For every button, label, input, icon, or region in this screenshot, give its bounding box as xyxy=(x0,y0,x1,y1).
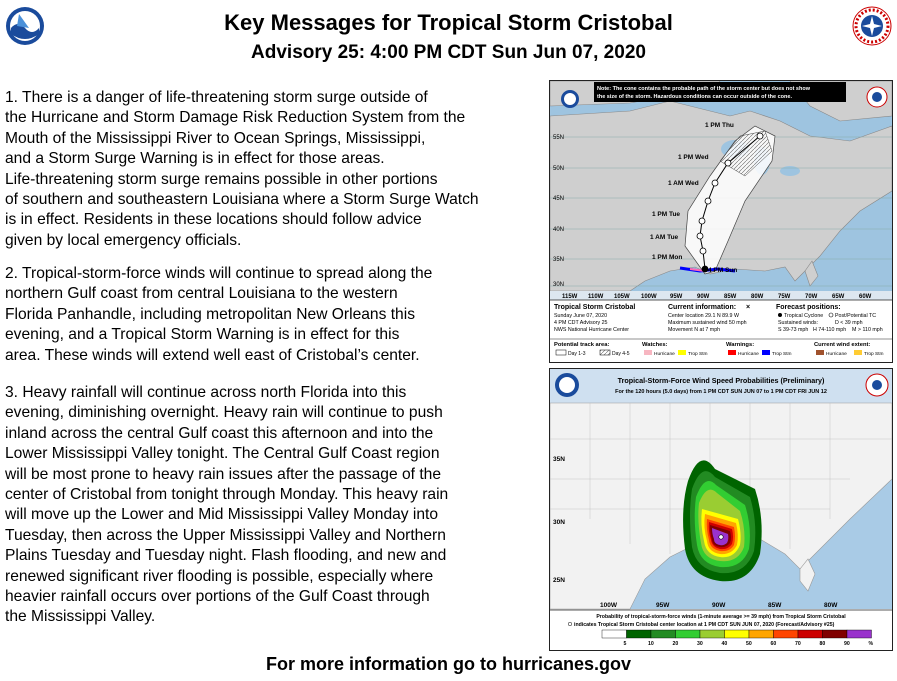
scale-swatch xyxy=(749,630,774,638)
lon-label: 90W xyxy=(697,294,710,300)
scale-swatch xyxy=(651,630,676,638)
lat-label: 55N xyxy=(553,135,565,141)
scale-label: % xyxy=(868,641,874,647)
lat-label: 30N xyxy=(553,519,565,526)
scale-label: 10 xyxy=(648,641,654,647)
scale-swatch xyxy=(676,630,701,638)
lon-label: 70W xyxy=(805,294,818,300)
lat-label: 45N xyxy=(553,196,565,202)
scale-label: 70 xyxy=(795,641,801,647)
message-line: evening, diminishing overnight. Heavy rain will continue to push xyxy=(5,404,443,422)
watch-hurricane-label: Hurricane xyxy=(654,352,675,357)
cone-note-line-1: Note: The cone contains the probable path of the storm center but does not show xyxy=(597,86,810,92)
svg-text:×: × xyxy=(746,304,751,311)
advisory-subtitle: Advisory 25: 4:00 PM CDT Sun Jun 07, 2020 xyxy=(251,42,646,63)
track-label: 4 PM Sun xyxy=(708,267,738,274)
forecast-legend-item: Sustained winds: xyxy=(778,320,819,326)
message-line: Plains Tuesday and Tuesday night. Flash flooding, and new and xyxy=(5,547,447,565)
lon-label: 100W xyxy=(641,294,657,300)
forecast-legend-item: H 74-110 mph xyxy=(813,327,847,333)
lon-label: 115W xyxy=(562,294,578,300)
key-message-2 xyxy=(5,264,535,366)
message-line: Tuesday, then across the Upper Mississippi Valley and Northern xyxy=(5,526,446,544)
current-info-line: Movement N at 7 mph xyxy=(668,327,721,333)
key-message-3 xyxy=(5,383,535,628)
scale-swatch xyxy=(774,630,799,638)
scale-label: 20 xyxy=(672,641,679,647)
lat-label: 25N xyxy=(553,577,565,584)
message-line: will move up the Lower and Mid Mississippi Valley Monday into xyxy=(5,506,439,524)
scale-label: 80 xyxy=(819,641,826,647)
wind-map-subtitle: For the 120 hours (5.0 days) from 1 PM CDT SUN JUN 07 to 1 PM CDT FRI JUN 12 xyxy=(615,389,827,395)
message-line: Florida Panhandle, including metropolitan New Orleans this xyxy=(5,305,415,323)
scale-label: 50 xyxy=(746,641,752,647)
scale-swatch xyxy=(847,630,872,638)
watch-ts-label: Trop Stm xyxy=(688,352,708,357)
warning-hurricane-label: Hurricane xyxy=(738,352,759,357)
cone-note-line-2: the size of the storm. Hazardous conditions can occur outside of the cone. xyxy=(597,94,792,100)
message-line: center of Cristobal from tonight through Monday. This heavy rain xyxy=(5,486,449,504)
cone-forecast-map xyxy=(549,80,893,363)
warning-ts-label: Trop Stm xyxy=(772,352,792,357)
lon-label: 100W xyxy=(600,602,617,609)
message-line: 1. There is a danger of life-threatening storm surge outside of xyxy=(5,89,428,106)
lon-label: 85W xyxy=(724,294,737,300)
track-label: 1 PM Wed xyxy=(678,154,709,161)
forecast-legend-item: D < 39 mph xyxy=(835,320,863,326)
info-center: NWS National Hurricane Center xyxy=(554,327,630,333)
message-line: evening, and a Tropical Storm Warning is in effect for this xyxy=(5,326,400,344)
message-line: northern Gulf coast from central Louisiana to the western xyxy=(5,285,398,303)
lat-label: 30N xyxy=(553,282,565,288)
scale-swatch xyxy=(823,630,848,638)
track-label: 1 PM Mon xyxy=(652,254,683,261)
wind-map-caption-2: indicates Tropical Storm Cristobal center location at 1 PM CDT SUN JUN 07, 2020 (Forecast/Advisory #25) xyxy=(574,622,835,628)
day13-label: Day 1-3 xyxy=(568,351,586,357)
message-line: Lower Mississippi Valley tonight. The Central Gulf Coast region xyxy=(5,445,440,463)
lon-label: 110W xyxy=(588,294,604,300)
message-line: inland across the central Gulf coast this afternoon and into the xyxy=(5,424,434,442)
scale-label: 40 xyxy=(721,641,728,647)
lat-label: 35N xyxy=(553,257,565,263)
scale-label: 5 xyxy=(623,641,627,647)
lat-label: 40N xyxy=(553,227,565,233)
lon-label: 90W xyxy=(712,602,726,609)
track-label: 1 PM Tue xyxy=(652,211,681,218)
forecast-legend-item: S 39-73 mph xyxy=(778,327,809,333)
scale-label: 90 xyxy=(844,641,850,647)
lon-label: 85W xyxy=(768,602,782,609)
lat-label: 50N xyxy=(553,166,565,172)
wind-extent-label: Current wind extent: xyxy=(814,342,871,348)
footer-link-text: For more information go to hurricanes.gov xyxy=(265,654,632,674)
extent-ts-label: Trop Stm xyxy=(864,352,884,357)
info-advisory: 4 PM CDT Advisory 25 xyxy=(554,320,608,326)
lon-label: 80W xyxy=(824,602,838,609)
scale-swatch xyxy=(627,630,652,638)
extent-hurricane-label: Hurricane xyxy=(826,352,847,357)
current-info-line: Center location 29.1 N 89.9 W xyxy=(668,313,739,319)
track-area-label: Potential track area: xyxy=(554,342,610,348)
track-label: 1 AM Tue xyxy=(650,234,679,241)
info-date: Sunday June 07, 2020 xyxy=(554,313,608,319)
forecast-positions-title: Forecast positions: xyxy=(776,304,841,311)
wind-probability-map xyxy=(549,368,893,651)
info-storm-name: Tropical Storm Cristobal xyxy=(554,304,636,311)
message-line: the Hurricane and Storm Damage Risk Reduction System from the xyxy=(5,109,466,127)
scale-label: 30 xyxy=(697,641,703,647)
message-line: 3. Heavy rainfall will continue across north Florida into this xyxy=(5,384,407,401)
scale-swatch xyxy=(602,630,627,638)
wind-map-title: Tropical-Storm-Force Wind Speed Probabilities (Preliminary) xyxy=(617,376,825,385)
lon-label: 105W xyxy=(614,294,630,300)
lon-label: 95W xyxy=(670,294,683,300)
current-info-line: Maximum sustained wind 50 mph xyxy=(668,320,747,326)
key-message-1 xyxy=(5,88,535,251)
lon-label: 95W xyxy=(656,602,670,609)
message-line: renewed significant river flooding is possible, especially where xyxy=(5,567,434,585)
message-line: Mouth of the Mississippi River to Ocean Springs, Mississippi, xyxy=(5,129,426,147)
lat-label: 35N xyxy=(553,456,565,463)
message-line: heavier rainfall occurs over portions of the Gulf Coast through xyxy=(5,588,430,606)
current-info-title: Current information: xyxy=(668,304,737,311)
track-label: 1 AM Wed xyxy=(668,180,699,187)
track-label: 1 PM Thu xyxy=(705,122,734,129)
message-line: is in effect. Residents in these locations should follow advice xyxy=(5,211,422,229)
forecast-legend-item: M > 110 mph xyxy=(852,327,883,333)
message-line: given by local emergency officials. xyxy=(5,231,242,249)
message-line: and a Storm Surge Warning is in effect for those areas. xyxy=(5,150,385,168)
lon-label: 80W xyxy=(751,294,764,300)
scale-label: 60 xyxy=(770,641,777,647)
day45-label: Day 4-5 xyxy=(612,351,630,357)
scale-swatch xyxy=(725,630,750,638)
forecast-legend-item: Post/Potential TC xyxy=(835,313,877,319)
watches-label: Watches: xyxy=(642,342,668,348)
lon-label: 65W xyxy=(832,294,845,300)
message-line: Life-threatening storm surge remains possible in other portions xyxy=(5,170,438,188)
message-line: of southern and southeastern Louisiana where a Storm Surge Watch xyxy=(5,191,479,209)
lon-label: 60W xyxy=(859,294,872,300)
scale-swatch xyxy=(700,630,725,638)
page-title: Key Messages for Tropical Storm Cristobal xyxy=(224,10,673,35)
message-line: area. These winds will extend well east of Cristobal’s center. xyxy=(5,346,420,364)
message-line: 2. Tropical-storm-force winds will continue to spread along the xyxy=(5,265,433,282)
wind-map-caption-1: Probability of tropical-storm-force winds (1-minute average >= 39 mph) from Tropical Storm Cristobal xyxy=(596,614,846,620)
warnings-label: Warnings: xyxy=(726,342,755,348)
message-line: will be most prone to heavy rain issues after the passage of the xyxy=(5,465,442,483)
storm-center-marker xyxy=(719,535,723,539)
message-line: the Mississippi Valley. xyxy=(5,608,156,626)
lon-label: 75W xyxy=(778,294,791,300)
scale-swatch xyxy=(798,630,823,638)
forecast-legend-item: Tropical Cyclone xyxy=(784,313,824,319)
